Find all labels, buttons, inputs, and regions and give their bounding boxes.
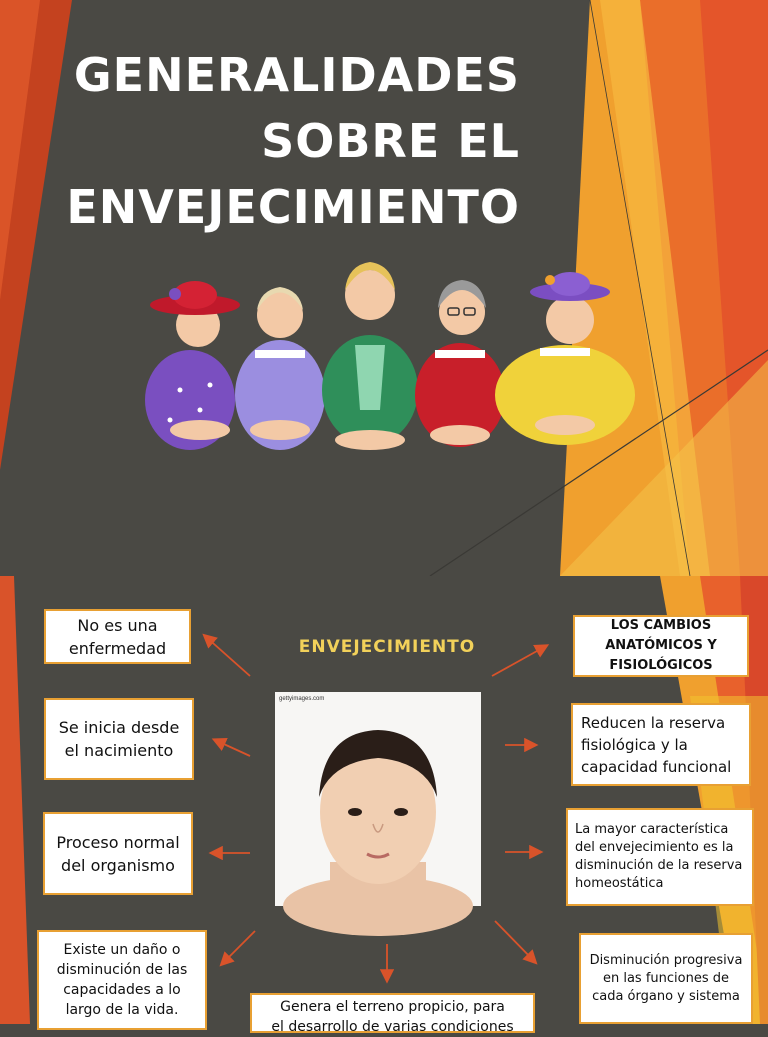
grandma-purple [145,281,240,450]
mindmap-slide [0,576,768,1035]
box-line: Proceso normal [56,832,180,852]
box-line: LOS CAMBIOS [610,618,712,633]
box-terreno [250,993,535,1033]
center-title: ENVEJECIMIENTO [298,637,476,657]
title-line-3: ENVEJECIMIENTO [66,180,520,234]
photo-caption: gettyimages.com [279,696,325,702]
box-line: Se inicia desde [58,718,180,737]
box-homeostatica [566,808,754,906]
box-line: homeostática [575,876,664,891]
box-line: La mayor característica [575,822,729,837]
grandma-yellow [495,272,635,445]
box-line: largo de la vida. [65,1002,179,1018]
box-line: el nacimiento [64,741,174,760]
grandmothers-illustration [140,250,660,465]
box-line: Disminución progresiva [589,952,743,968]
grandma-lilac [235,287,325,450]
box-line: en las funciones de [602,970,729,986]
box-dano [37,930,207,1030]
box-line: Reducen la reserva [581,713,726,732]
box-line: capacidad funcional [581,757,732,776]
box-line: Existe un daño o [63,942,181,958]
box-line: el desarrollo de varias condiciones [271,1019,514,1035]
arrow-to-no-enfermedad [205,636,250,676]
box-proceso-normal [43,812,193,895]
box-line: FISIOLÓGICOS [609,658,713,673]
grandma-green [322,262,418,450]
box-line: No es una [77,615,158,635]
title-line-2: SOBRE EL [261,114,520,168]
arrow-to-cambios [492,646,546,676]
box-line: del organismo [61,855,175,875]
box-line: capacidades a lo [63,982,181,998]
box-line: enfermedad [68,638,167,658]
arrow-to-nacimiento [215,740,250,756]
box-cambios [573,615,749,677]
box-line: Genera el terreno propicio, para [280,999,505,1015]
arrow-to-dano [222,931,255,964]
box-line: fisiológica y la [581,735,688,754]
box-progresiva [579,933,753,1024]
box-line: disminución de las [56,962,188,978]
child-photo [275,692,481,906]
box-reserva [571,703,751,786]
box-line: ANATÓMICOS Y [605,638,717,653]
title-line-1: GENERALIDADES [73,48,520,102]
grandma-red [415,280,505,447]
box-line: disminución de la reserva [575,858,743,873]
box-line: cada órgano y sistema [592,988,740,1004]
arrow-to-progresiva [495,921,535,962]
box-nacimiento [44,698,194,780]
child-portrait [275,692,481,906]
box-line: del envejecimiento es la [575,840,734,855]
box-no-enfermedad [44,609,191,664]
